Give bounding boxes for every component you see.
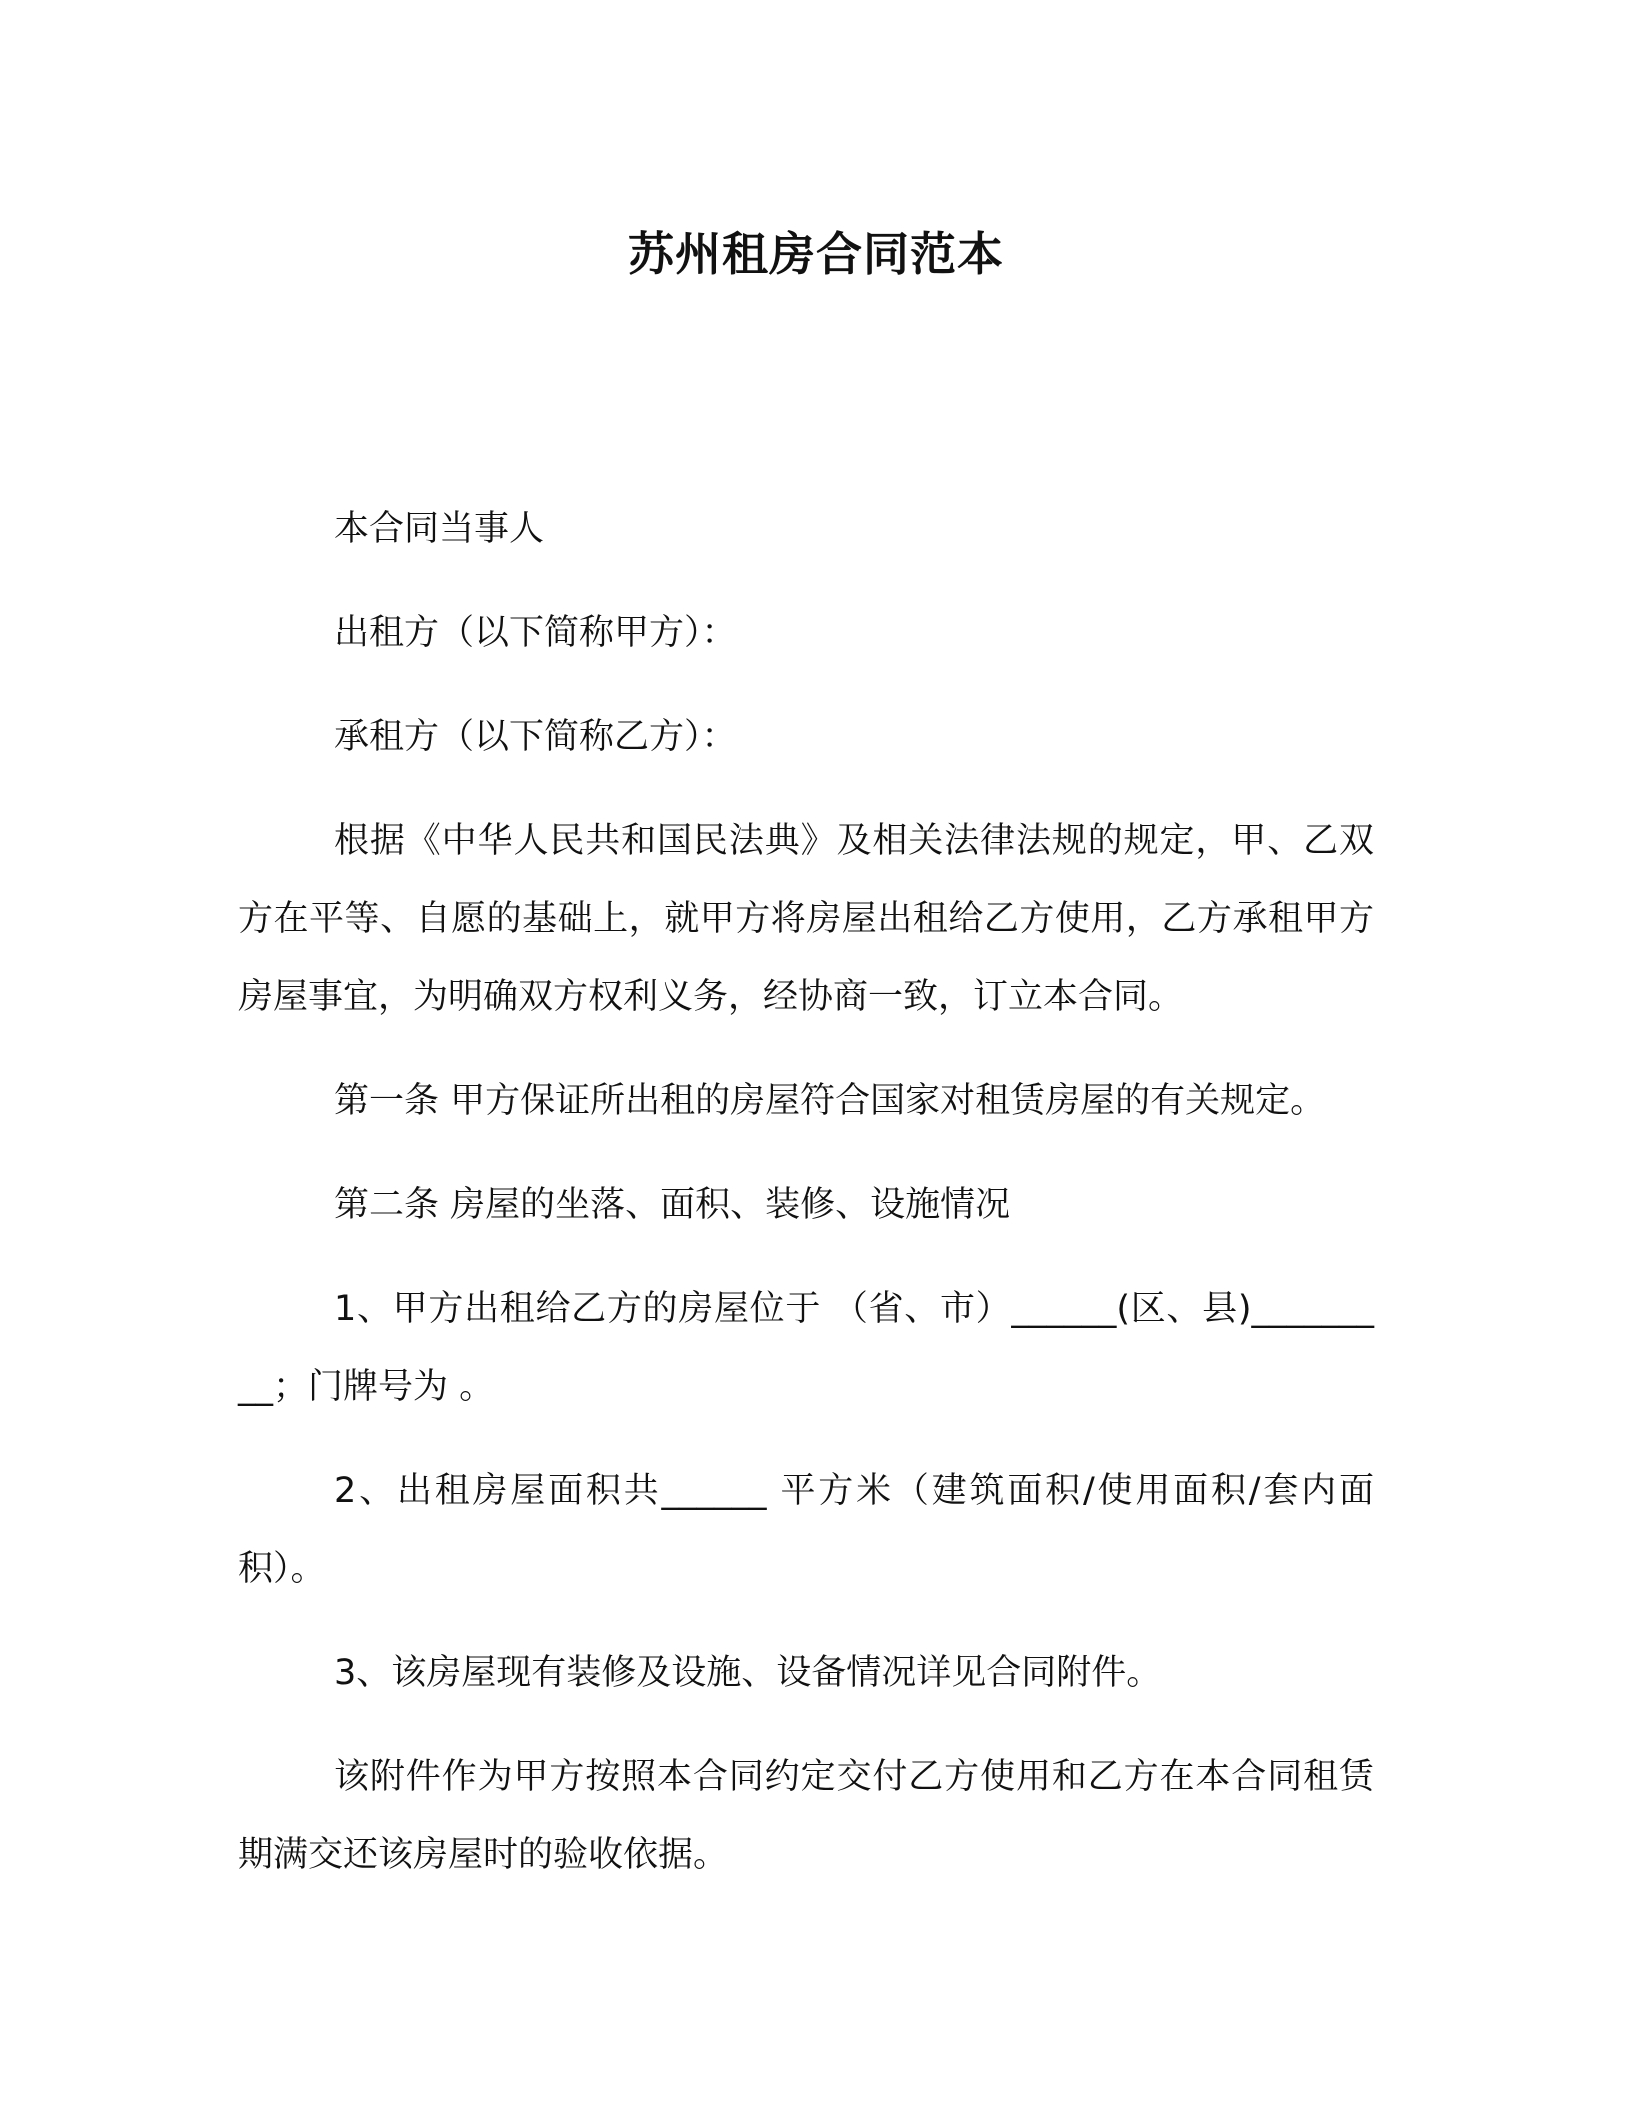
paragraph-lessee: 承租方（以下简称乙方）： xyxy=(334,717,737,757)
paragraph-lessor: 出租方（以下简称甲方）： xyxy=(334,613,737,653)
paragraph-article-2: 第二条 房屋的坐落、面积、装修、设施情况 xyxy=(334,1185,1011,1225)
paragraph-clause-3: 3、该房屋现有装修及设施、设备情况详见合同附件。 xyxy=(334,1653,1162,1693)
paragraph-clause-2: 2、出租房屋面积共______ 平方米（建筑面积/使用面积/套内面积）。 xyxy=(238,1471,1374,1589)
document-title: 苏州租房合同范本 xyxy=(628,227,1004,281)
paragraph-article-1: 第一条 甲方保证所出租的房屋符合国家对租赁房屋的有关规定。 xyxy=(334,1081,1326,1121)
paragraph-preamble: 根据《中华人民共和国民法典》及相关法律法规的规定，甲、乙双方在平等、自愿的基础上，就甲方将房屋出租给乙方使用，乙方承租甲方房屋事宜，为明确双方权利义务，经协商一致，订立本合同。 xyxy=(238,821,1374,1017)
paragraph-clause-1: 1、甲方出租给乙方的房屋位于 （省、市）______(区、县)_________；门牌号为 。 xyxy=(238,1289,1374,1407)
document-body xyxy=(238,490,1374,1920)
paragraph-parties: 本合同当事人 xyxy=(334,509,545,549)
paragraph-attachment: 该附件作为甲方按照本合同约定交付乙方使用和乙方在本合同租赁期满交还该房屋时的验收依据。 xyxy=(238,1757,1374,1875)
